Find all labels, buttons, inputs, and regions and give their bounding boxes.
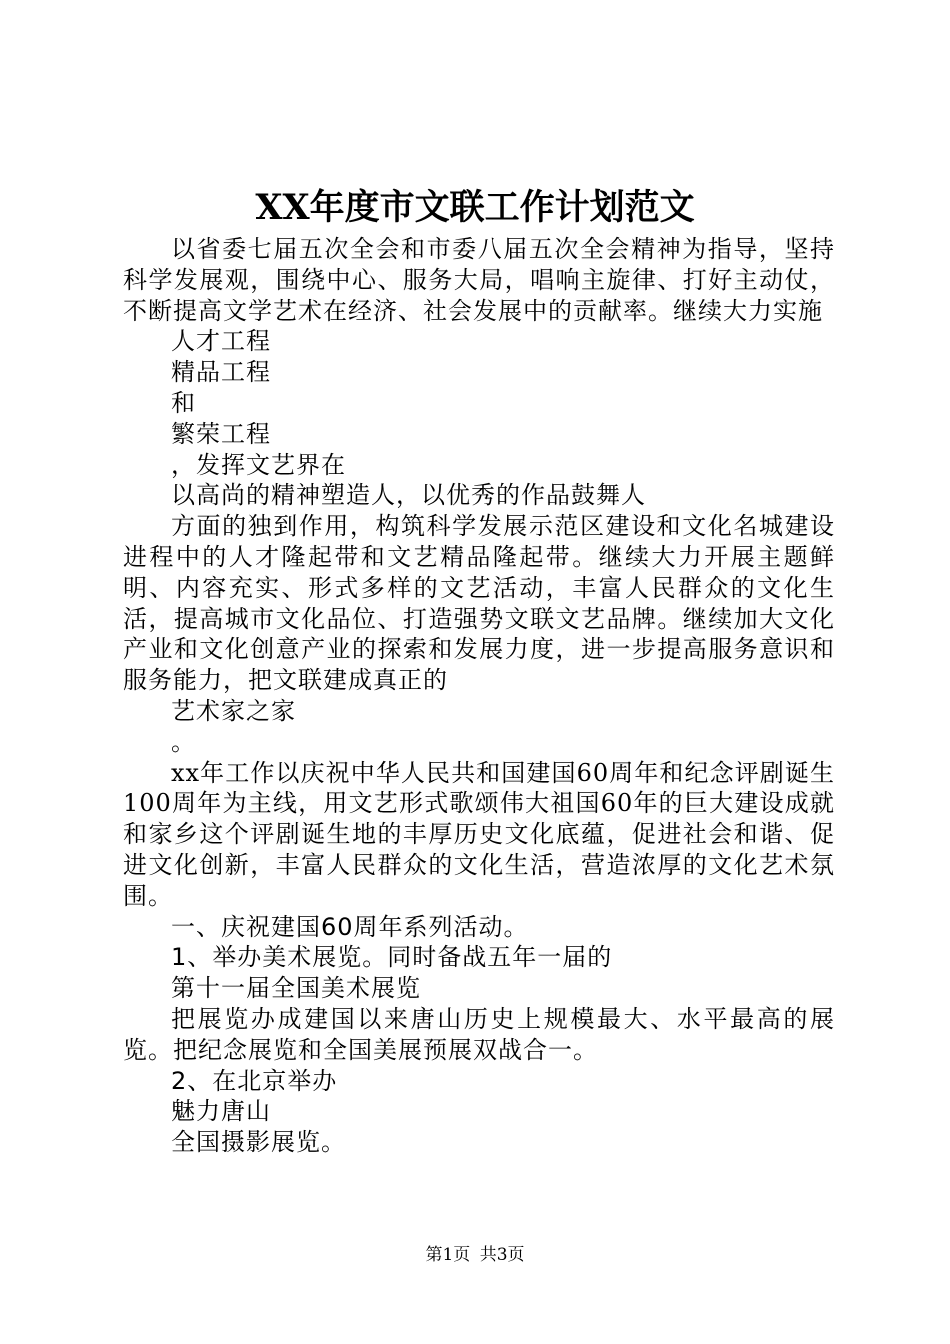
section-heading: 一、庆祝建国60周年系列活动。 [171, 912, 529, 941]
page-total: 共3页 [479, 1245, 525, 1265]
body-line: 人才工程 [171, 327, 271, 356]
document-title: XX年度市文联工作计划范文 [255, 187, 695, 228]
subsection-text: 同时备战五年一届的 [387, 943, 613, 972]
body-line: 以高尚的精神塑造人，以优秀的作品鼓舞人 [171, 481, 646, 510]
subsection-heading: 2、在北京举办 [171, 1066, 338, 1095]
body-line: ，发挥文艺界在 [171, 450, 346, 479]
body-paragraph: 方面的独到作用，构筑科学发展示范区建设和文化名城建设进程中的人才隆起带和文艺精品隆起带。继续大力开展主题鲜明、内容充实、形式多样的文艺活动，丰富人民群众的文化生活，提高城市文化品位、打造强势文联文艺品牌。继续加大文化产业和文化创意产业的探索和发展力度，进一步提高服务意识和服务能力，把文联建成真正的 [123, 512, 835, 695]
body-line: 精品工程 [171, 358, 271, 387]
subsection-heading: 1、举办美术展览。 [171, 943, 388, 972]
body-line: 全国摄影展览。 [171, 1128, 346, 1157]
page-footer [0, 1244, 950, 1266]
subsection-line [123, 942, 835, 973]
body-line: 魅力唐山 [171, 1097, 271, 1126]
body-line: 繁荣工程 [171, 419, 271, 448]
body-line: 和 [171, 388, 196, 417]
body-paragraph: 把展览办成建国以来唐山历史上规模最大、水平最高的展览。把纪念展览和全国美展预展双战合一。 [123, 1004, 835, 1064]
page-number: 第1页 [425, 1245, 471, 1265]
body-paragraph: 以省委七届五次全会和市委八届五次全会精神为指导，坚持科学发展观，围绕中心、服务大局，唱响主旋律、打好主动仗，不断提高文学艺术在经济、社会发展中的贡献率。继续大力实施 [123, 235, 835, 325]
body-line: 艺术家之家 [171, 696, 296, 725]
body-paragraph: xx年工作以庆祝中华人民共和国建国60周年和纪念评剧诞生100周年为主线，用文艺形式歌颂伟大祖国60年的巨大建设成就和家乡这个评剧诞生地的丰厚历史文化底蕴，促进社会和谐、促进文化创新，丰富人民群众的文化生活，营造浓厚的文化艺术氛围。 [123, 758, 835, 910]
body-line: 第十一届全国美术展览 [171, 974, 421, 1003]
document-body [123, 234, 835, 1158]
body-line: 。 [171, 727, 196, 756]
